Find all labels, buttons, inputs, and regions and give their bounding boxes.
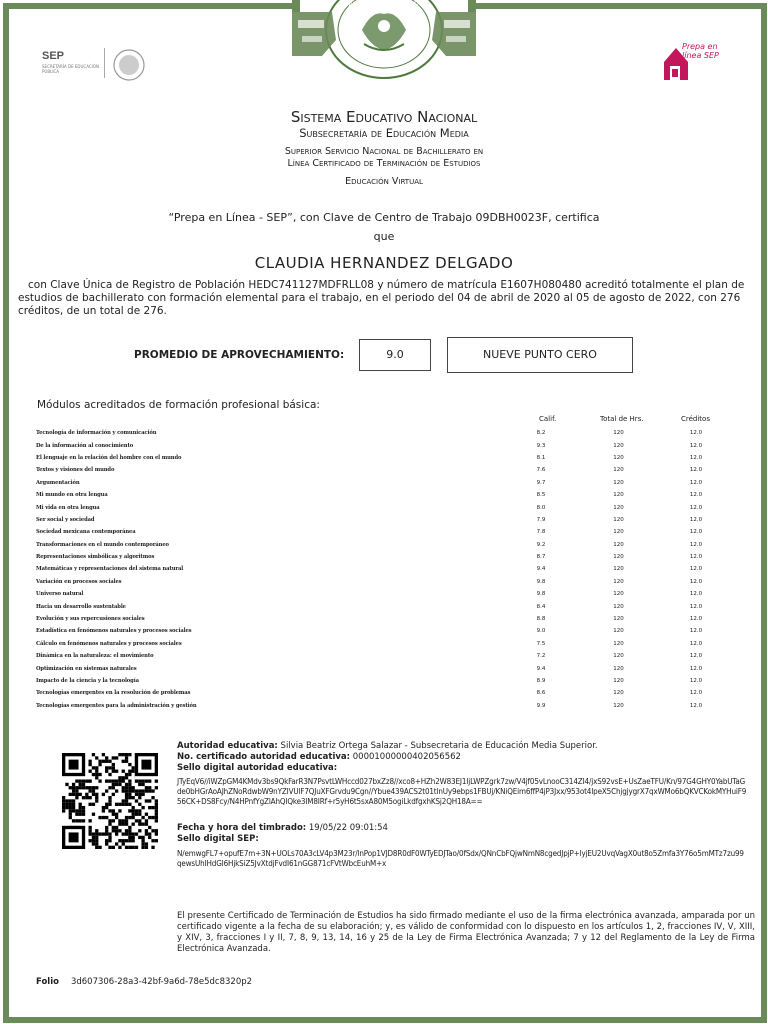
module-credits: 12.0 (689, 640, 703, 647)
module-calif: 8.6 (536, 690, 546, 697)
seal-text: ESTADOS UNIDOS MEXICANOS (338, 1, 430, 8)
certification-paragraph (18, 279, 754, 318)
module-credits: 12.0 (689, 554, 703, 561)
fecha-label: Fecha y hora del timbrado: (177, 823, 307, 833)
module-name: Evolución y sus repercusiones sociales (36, 616, 145, 623)
module-credits: 12.0 (689, 442, 703, 449)
table-row (36, 452, 731, 464)
sello-label: Sello digital autoridad educativa: (177, 763, 338, 773)
module-name: Mi mundo en otra lengua (36, 492, 108, 499)
authority-block (177, 741, 747, 869)
modules-table (36, 427, 731, 712)
module-name: Argumentación (36, 479, 80, 486)
promedio-label: PROMEDIO DE APROVECHAMIENTO: (134, 349, 345, 361)
national-seal-icon (292, 0, 476, 92)
module-name: El lenguaje en la relación del hombre con el mundo (36, 454, 182, 461)
qr-code-icon (62, 753, 158, 849)
module-credits: 12.0 (689, 591, 703, 598)
table-row (36, 687, 731, 699)
module-credits: 12.0 (689, 628, 703, 635)
module-calif: 9.4 (536, 665, 546, 672)
module-hours: 120 (613, 454, 624, 461)
module-name: Dinámica en la naturaleza: el movimiento (36, 653, 154, 660)
module-hours: 120 (613, 566, 624, 573)
shield-seal-icon (112, 48, 146, 82)
authority-value: Silvia Beatriz Ortega Salazar - Subsecretaria de Educación Media Superior. (280, 741, 598, 751)
module-name: Transformaciones en el mundo contemporáneo (36, 541, 169, 548)
module-calif: 8.0 (536, 504, 546, 511)
module-calif: 8.1 (536, 454, 546, 461)
module-hours: 120 (613, 479, 624, 486)
header-calif: Calif. (539, 415, 557, 423)
module-credits: 12.0 (689, 529, 703, 536)
module-hours: 120 (613, 640, 624, 647)
table-row (36, 427, 731, 439)
table-row (36, 588, 731, 600)
promedio-words: NUEVE PUNTO CERO (447, 337, 633, 373)
fecha-value: 19/05/22 09:01:54 (308, 823, 388, 833)
header-creditos: Créditos (681, 415, 710, 423)
module-calif: 8.7 (536, 554, 546, 561)
table-row (36, 650, 731, 662)
module-name: Cálculo en fenómenos naturales y procesos sociales (36, 640, 182, 647)
module-name: Textos y visiones del mundo (36, 467, 115, 474)
table-row (36, 675, 731, 687)
legal-notice: El presente Certificado de Terminación de Estudios ha sido firmado mediante el uso de la firma electrónica avanzada, amparada por un certificado vigente a la fecha de su elaboración; y, es válido de conformidad con lo dispuesto en los artículos 1, 2, fracciones IV, V, XIII, y XIV, 3, fracciones I y II, 7, 8, 9, 13, 14, 16 y 25 de la Ley de Firma Electrónica Avanzada; 7 y 12 del Reglamento de la Ley de Firma Electrónica Avanzada. (177, 911, 755, 954)
module-calif: 8.2 (536, 430, 546, 437)
module-credits: 12.0 (689, 479, 703, 486)
table-row (36, 638, 731, 650)
module-hours: 120 (613, 690, 624, 697)
module-calif: 9.3 (536, 442, 546, 449)
module-credits: 12.0 (689, 578, 703, 585)
table-row (36, 625, 731, 637)
table-row (36, 464, 731, 476)
module-calif: 7.6 (536, 467, 546, 474)
module-hours: 120 (613, 702, 624, 709)
paragraph-text: con Clave Única de Registro de Población HEDC741127MDFRLL08 y número de matrícula E1607H080480 acreditó totalmente el plan de estudios de bachillerato con formación elemental para el trabajo, en el periodo del 04 de abril de 2020 al 05 de agosto de 2022, con 276 créditos, de un total de 276. (18, 279, 745, 317)
module-credits: 12.0 (689, 566, 703, 573)
authority-label: Autoridad educativa: (177, 741, 278, 751)
title-certificado: Línea Certificado de Terminación de Estudios (287, 158, 481, 169)
module-name: Tecnologías emergentes en la resolución de problemas (36, 690, 191, 697)
module-hours: 120 (613, 578, 624, 585)
module-credits: 12.0 (689, 690, 703, 697)
module-credits: 12.0 (689, 665, 703, 672)
module-calif: 9.4 (536, 566, 546, 573)
module-name: Ser social y sociedad (36, 516, 95, 523)
module-hours: 120 (613, 554, 624, 561)
module-calif: 7.5 (536, 640, 546, 647)
module-name: Mi vida en otra lengua (36, 504, 100, 511)
modules-title: Módulos acreditados de formación profesional básica: (37, 399, 320, 411)
module-name: Matemáticas y representaciones del sistema natural (36, 566, 184, 573)
module-calif: 9.8 (536, 591, 546, 598)
module-hours: 120 (613, 516, 624, 523)
module-calif: 7.9 (536, 516, 546, 523)
module-calif: 9.0 (536, 628, 546, 635)
table-row (36, 439, 731, 451)
prepa-logo-text: Prepa en línea SEP (682, 42, 719, 60)
module-calif: 9.7 (536, 479, 546, 486)
folio-label: Folio (36, 977, 59, 987)
module-calif: 9.8 (536, 578, 546, 585)
module-hours: 120 (613, 467, 624, 474)
module-credits: 12.0 (689, 454, 703, 461)
cert-number-label: No. certificado autoridad educativa: (177, 752, 351, 762)
folio (36, 977, 252, 987)
promedio-value: 9.0 (359, 339, 431, 371)
module-credits: 12.0 (689, 516, 703, 523)
module-calif: 8.9 (536, 678, 546, 684)
module-hours: 120 (613, 616, 624, 623)
module-name: Variación en procesos sociales (36, 578, 122, 585)
module-hours: 120 (613, 492, 624, 499)
table-row (36, 539, 731, 551)
cert-number-value: 00001000000402056562 (352, 752, 461, 762)
table-row (36, 551, 731, 563)
table-row (36, 700, 731, 712)
module-calif: 8.4 (536, 603, 546, 610)
table-row (36, 501, 731, 513)
module-name: Optimización en sistemas naturales (36, 665, 137, 672)
module-calif: 9.9 (536, 702, 546, 709)
module-hours: 120 (613, 653, 624, 660)
module-hours: 120 (613, 603, 624, 610)
module-name: Tecnología de información y comunicación (36, 430, 157, 437)
module-name: Sociedad mexicana contemporánea (36, 529, 136, 536)
module-calif: 8.8 (536, 616, 546, 623)
table-row (36, 613, 731, 625)
title-educacion-virtual: Educación Virtual (345, 176, 423, 187)
module-credits: 12.0 (689, 504, 703, 511)
module-calif: 7.2 (536, 653, 546, 660)
module-credits: 12.0 (689, 467, 703, 474)
sello-sep-label: Sello digital SEP: (177, 834, 259, 844)
title-subsecretaria: Subsecretaría de Educación Media (299, 126, 469, 140)
module-hours: 120 (613, 541, 624, 548)
table-row (36, 489, 731, 501)
module-name: Hacia un desarrollo sustentable (36, 603, 126, 610)
table-row (36, 514, 731, 526)
table-row (36, 662, 731, 674)
module-hours: 120 (613, 591, 624, 598)
certifica-line: “Prepa en Línea - SEP”, con Clave de Centro de Trabajo 09DBH0023F, certifica (168, 211, 600, 224)
module-calif: 7.8 (536, 529, 546, 536)
student-name: CLAUDIA HERNANDEZ DELGADO (254, 254, 514, 272)
module-hours: 120 (613, 665, 624, 672)
table-row (36, 526, 731, 538)
module-hours: 120 (613, 442, 624, 449)
module-name: Impacto de la ciencia y la tecnología (36, 678, 139, 684)
module-hours: 120 (613, 529, 624, 536)
module-credits: 12.0 (689, 702, 703, 709)
table-row (36, 563, 731, 575)
table-row (36, 600, 731, 612)
module-hours: 120 (613, 678, 624, 684)
module-hours: 120 (613, 628, 624, 635)
module-name: De la información al conocimiento (36, 442, 134, 449)
module-name: Estadística en fenómenos naturales y procesos sociales (36, 628, 192, 635)
module-calif: 9.2 (536, 541, 546, 548)
table-row (36, 576, 731, 588)
module-credits: 12.0 (689, 492, 703, 499)
module-name: Tecnologías emergentes para la administración y gestión (36, 702, 197, 709)
module-calif: 8.5 (536, 492, 546, 499)
module-credits: 12.0 (689, 616, 703, 623)
title-superior: Superior Servicio Nacional de Bachillerato en (284, 146, 484, 157)
module-name: Universo natural (36, 591, 84, 598)
logo-divider (104, 48, 105, 78)
title-sistema: Sistema Educativo Nacional (290, 108, 478, 126)
module-hours: 120 (613, 504, 624, 511)
module-credits: 12.0 (689, 653, 703, 660)
module-credits: 12.0 (689, 430, 703, 437)
module-credits: 12.0 (689, 541, 703, 548)
module-credits: 12.0 (689, 678, 703, 684)
prepa-en-linea-logo (660, 40, 720, 84)
table-row (36, 477, 731, 489)
module-hours: 120 (613, 430, 624, 437)
folio-value: 3d607306-28a3-42bf-9a6d-78e5dc8320p2 (70, 977, 253, 987)
sello-sep-value: N/emwgFL7+opufE7m+3N+UOLs70A3cLV4p3M23r/lnPop1VJD8R0dF0WTyEDJTao/0fSdx/QNnCbFQjwNmN8cgedJpjP+lyjEU2UvqVagX0ut8o5Zmfa3Y76o5mMTz7zu99qewsUhIHdGI6HjkSiZ5JvXtdjFvdI61nGG871cFVtWbcEuhM+x (177, 849, 744, 868)
header-horas: Total de Hrs. (600, 415, 644, 423)
sello-value: JTyEqV6//iWZpGM4KMdv3bs9QkFarR3N7PsvtLWHccd027bxZz8//xco8+HZh2W83EJ1IjLWPZgrk7zw/V4jf05vLnooC314ZI4/jxS92vsE+UsZaeTFU/Kn/97G4GHY0YabUTaGde0bHGrAoAJhZNoRdwbW9nYZIVUlF7QJuXFGrvdu9Cgn//Ybue439ACS2t01tlnUy9ebps1FBUj/KNiQEim6ffP4jP3Jxx/953ot4IpeX5ChjgjygrX7qxWMo6bQKVCKokMYHuiF956CK+DS8Fcy/N4HPnfYgZlAhQIQke3IM8IRf+r5yH6t5sxA80M5ogiLkdfgxhKSj2QH18A== (177, 777, 747, 806)
module-credits: 12.0 (689, 603, 703, 610)
module-name: Representaciones simbólicas y algoritmos (36, 554, 155, 561)
certifica-que: que (373, 230, 395, 243)
